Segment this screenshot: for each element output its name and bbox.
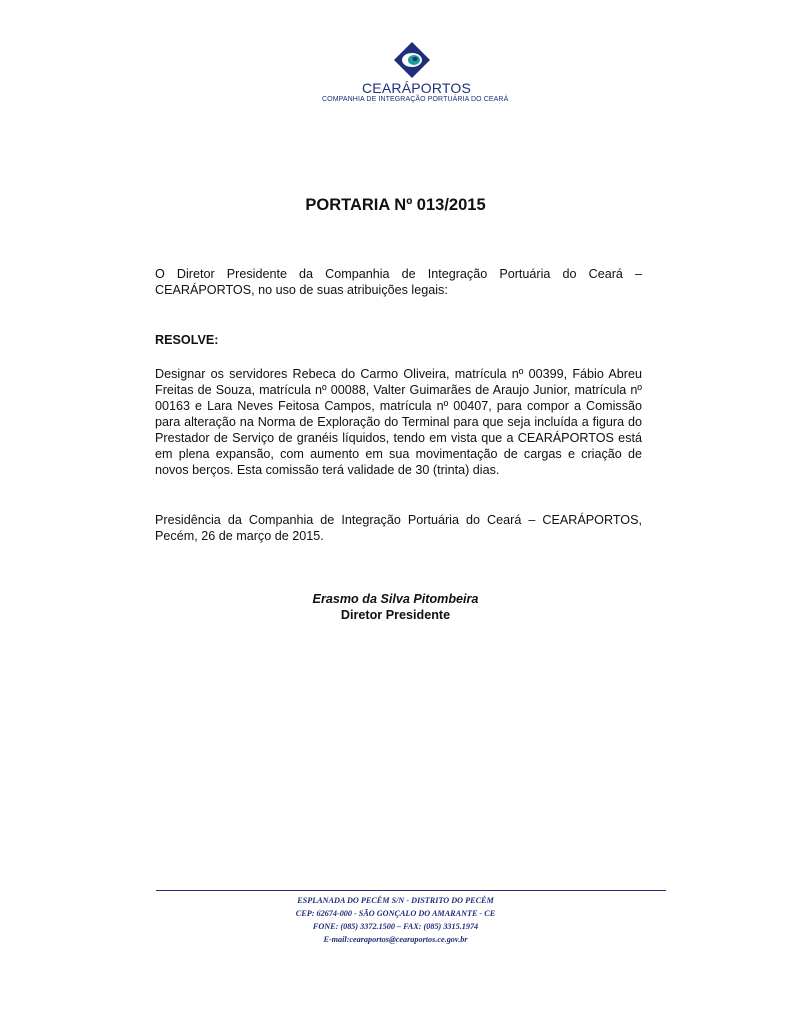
footer-phone: FONE: (085) 3372.1500 – FAX: (085) 3315.1974: [312, 922, 479, 931]
footer-cep: CEP: 62674-000 - SÃO GONÇALO DO AMARANTE - CE: [295, 909, 496, 918]
closing-paragraph: Presidência da Companhia de Integração Portuária do Ceará – CEARÁPORTOS, Pecém, 26 de março de 2015.: [155, 513, 642, 543]
body-paragraph: Designar os servidores Rebeca do Carmo Oliveira, matrícula nº 00399, Fábio Abreu Freitas de Souza, matrícula nº 00088, Valter Guimarães de Araujo Junior, matrícula nº 00163 e Lara Neves Feitosa Campos, matrícula nº 00407, para compor a Comissão para alteração na Norma de Exploração do Terminal para que seja incluída a figura do Prestador de Serviço de granéis líquidos, tendo em vista que a CEARÁPORTOS está em plena expansão, com aumento em sua movimentação de cargas e criação de novos berços. Esta comissão terá validade de 30 (trinta) dias.: [155, 367, 642, 477]
intro-paragraph: O Diretor Presidente da Companhia de Integração Portuária do Ceará – CEARÁPORTOS, no uso de suas atribuições legais:: [155, 267, 642, 297]
footer-address: ESPLANADA DO PECÉM S/N - DISTRITO DO PECÉM: [297, 896, 494, 905]
document-title: PORTARIA Nº 013/2015: [305, 196, 486, 214]
company-logo: [322, 40, 509, 104]
brand-subtitle: COMPANHIA DE INTEGRAÇÃO PORTUÁRIA DO CEARÁ: [322, 96, 509, 103]
brand-name: CEARÁPORTOS: [362, 80, 472, 96]
signature-name: Erasmo da Silva Pitombeira: [312, 592, 479, 606]
resolve-heading: RESOLVE:: [155, 333, 219, 347]
footer-email: E-mail:cearaportos@cearaportos.ce.gov.br: [323, 935, 468, 944]
footer-divider: [156, 890, 666, 891]
signature-role: Diretor Presidente: [340, 608, 451, 622]
cearaportos-logo-icon: [390, 40, 434, 80]
